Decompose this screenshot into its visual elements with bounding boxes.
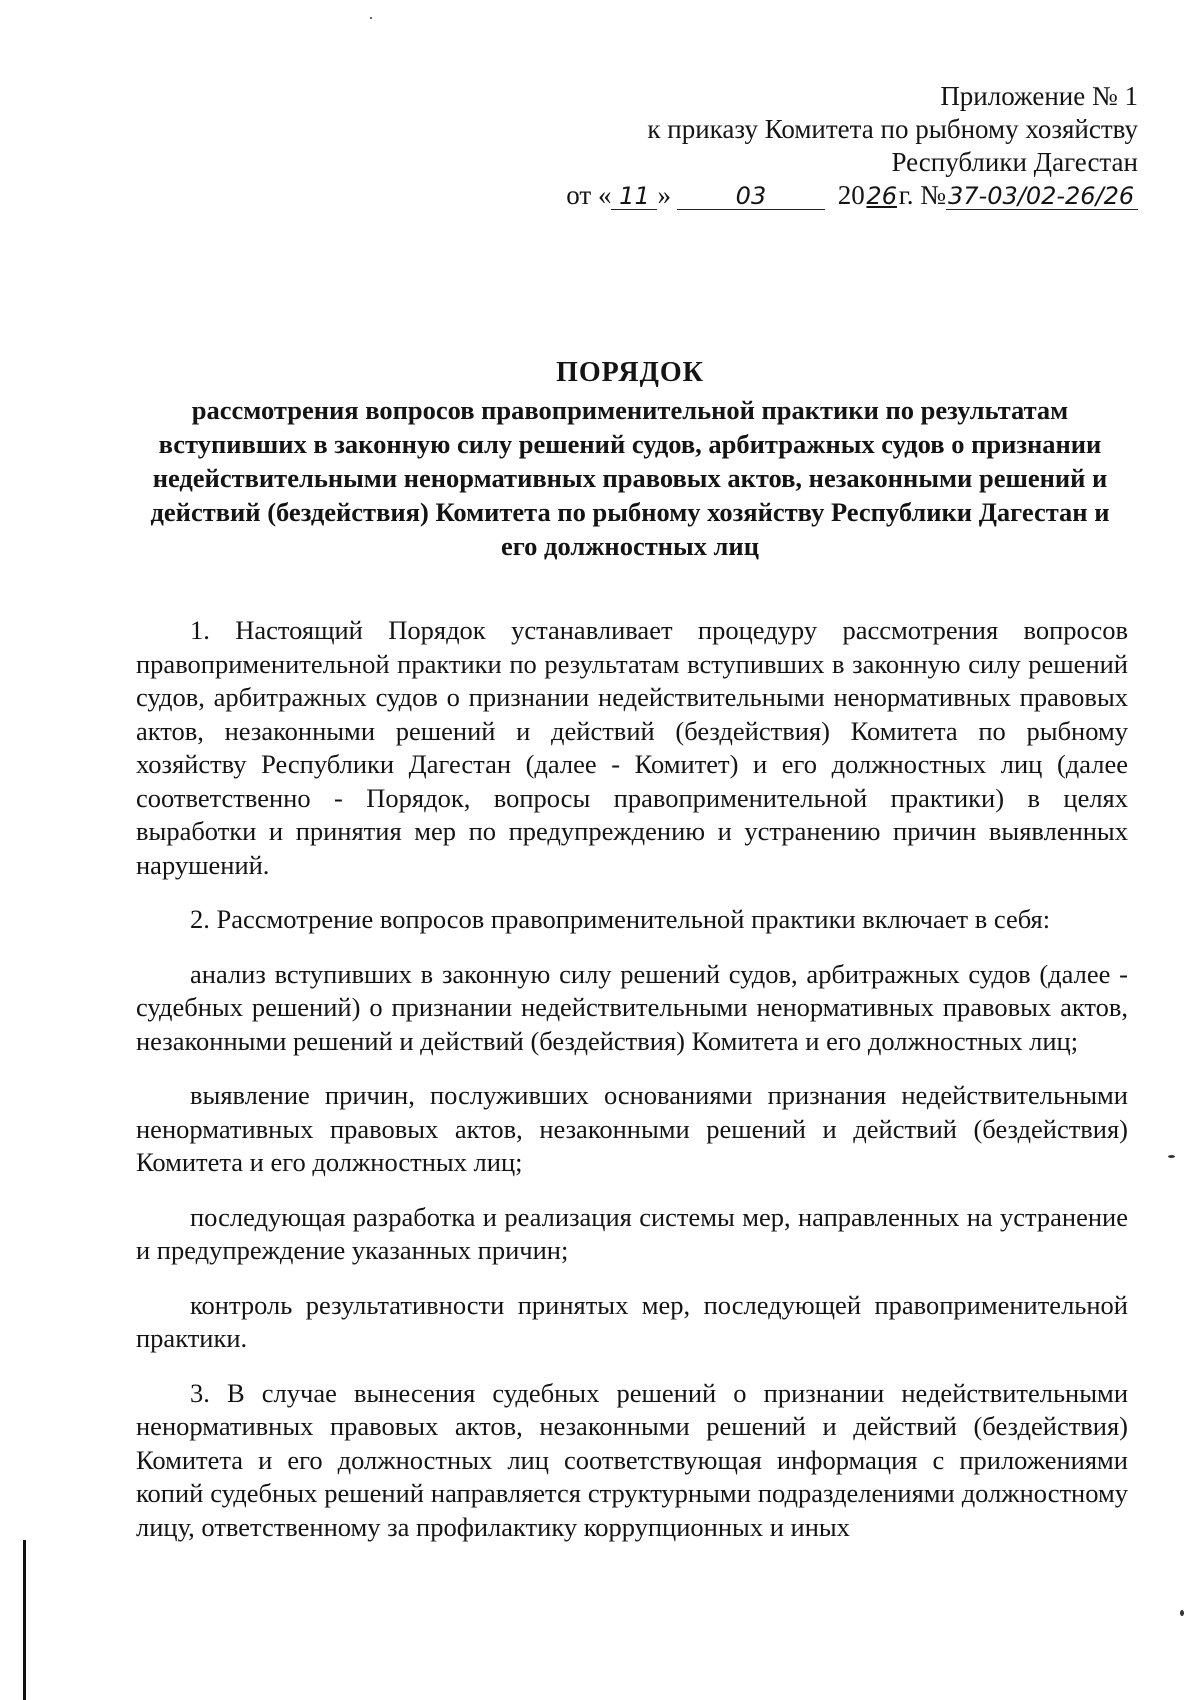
scan-speck bbox=[1168, 1155, 1175, 1158]
date-prefix: от « bbox=[566, 180, 612, 210]
paragraph-2-item-control: контроль результативности принятых мер, последующей правоприменительной практики. bbox=[136, 1289, 1128, 1353]
appendix-header bbox=[566, 80, 1138, 212]
paragraph-1: 1. Настоящий Порядок устанавливает процедуру рассмотрения вопросов правоприменительной практики по результатам вступивших в законную силу решений судов, арбитражных судов о признании недействительными ненормативных правовых актов, незаконными решений и действий (бездействия) Комитета по рыбному хозяйству Республики Дагестан (далее - Комитет) и его должностных лиц (далее соответственно - Порядок, вопросы правоприменительной практики) в целях выработки и принятия мер по предупреждению и устранению причин выявленных нарушений. bbox=[136, 615, 1128, 880]
year-suffix: г. № bbox=[898, 180, 946, 210]
title-main: ПОРЯДОК bbox=[556, 357, 704, 388]
paragraph-3: 3. В случае вынесения судебных решений о признании недействительными ненормативных правовых актов, незаконными решений и действий (бездействия) Комитета и его должностных лиц соответствующая информация с приложениями копий судебных решений направляется структурными подразделениями должностному лицу, ответственному за профилактику коррупционных и иных bbox=[136, 1377, 1128, 1542]
order-reference: к приказу Комитета по рыбному хозяйству bbox=[647, 114, 1138, 144]
handwritten-month: 03 bbox=[677, 183, 825, 210]
scan-speck bbox=[1180, 1610, 1184, 1616]
paragraph-2: 2. Рассмотрение вопросов правоприменительной практики включает в себя: bbox=[190, 904, 1051, 934]
region-name: Республики Дагестан bbox=[891, 147, 1138, 177]
document-body bbox=[136, 614, 1128, 1565]
scan-edge-mark bbox=[23, 1540, 26, 1700]
paragraph-2-item-analysis: анализ вступивших в законную силу решений судов, арбитражных судов (далее - судебных решений) о признании недействительными ненормативных правовых актов, незаконными решений и действий (бездействия) Комитета и его должностных лиц; bbox=[136, 958, 1128, 1056]
handwritten-day: 11 bbox=[611, 183, 657, 210]
title-subtitle: рассмотрения вопросов правоприменительной практики по результатам вступивших в законную силу решений судов, арбитражных судов о признании недействительными ненормативных правовых актов, незаконными решений и действий (бездействия) Комитета по рыбному хозяйству Республики Дагестан и его должностных лиц bbox=[150, 395, 1110, 561]
paragraph-2-item-measures: последующая разработка и реализация системы мер, направленных на устранение и предупреждение указанных причин; bbox=[136, 1201, 1128, 1265]
date-close: » bbox=[657, 180, 671, 210]
paragraph-2-item-causes: выявление причин, послуживших основаниями признания недействительными ненормативных правовых актов, незаконными решений и действий (бездействия) Комитета и его должностных лиц; bbox=[136, 1080, 1128, 1177]
document-title bbox=[130, 357, 1130, 563]
year-prefix: 20 bbox=[837, 180, 865, 210]
handwritten-year: 26 bbox=[866, 182, 897, 210]
scan-speck bbox=[370, 17, 372, 19]
order-date-line bbox=[566, 179, 1138, 212]
handwritten-order-number: 37-03/02-26/26 bbox=[946, 183, 1138, 210]
appendix-number: Приложение № 1 bbox=[940, 81, 1138, 111]
